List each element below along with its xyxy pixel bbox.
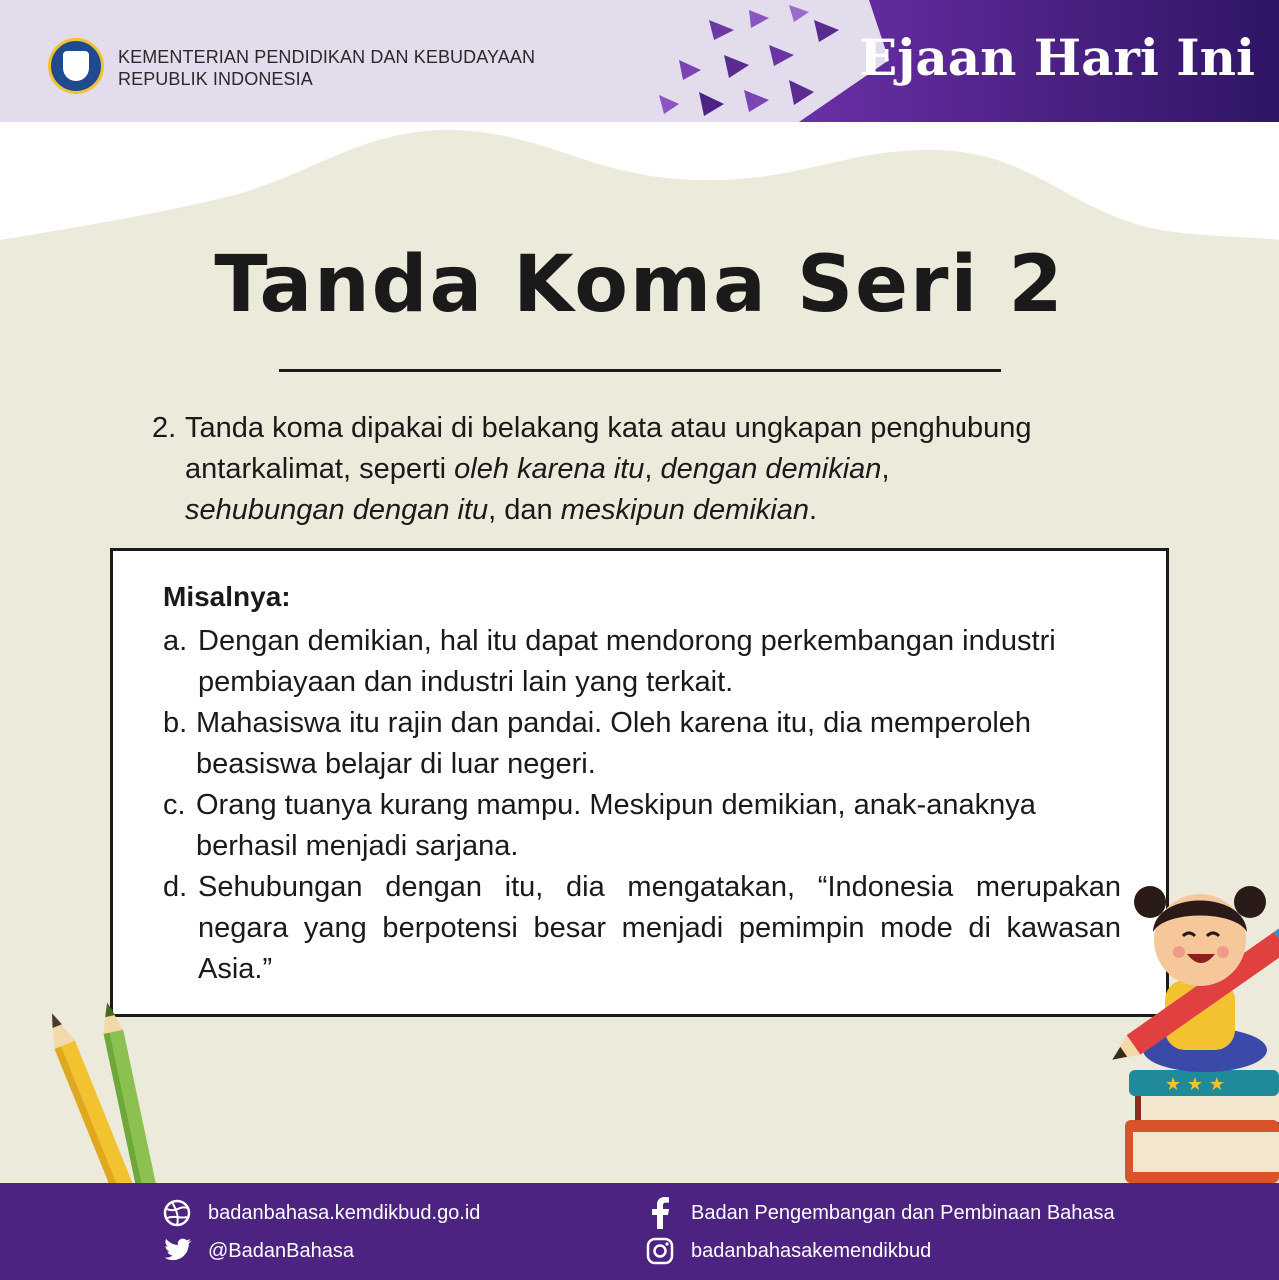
title-underline bbox=[279, 369, 1001, 372]
twitter-icon bbox=[162, 1236, 192, 1266]
rule-text-part: , bbox=[644, 453, 661, 485]
rule-text-part: . bbox=[808, 494, 818, 526]
rule-italic-term: meskipun demikian bbox=[560, 494, 809, 526]
example-letter: c. bbox=[163, 789, 186, 821]
ministry-line-2: REPUBLIK INDONESIA bbox=[118, 69, 313, 89]
rule-number: 2. bbox=[152, 412, 177, 444]
example-letter: d. bbox=[163, 871, 188, 903]
footer-facebook[interactable] bbox=[645, 1198, 1115, 1228]
ministry-line-1: KEMENTERIAN PENDIDIKAN DAN KEBUDAYAAN bbox=[118, 47, 536, 67]
footer-instagram[interactable] bbox=[645, 1236, 931, 1266]
twitter-handle: @BadanBahasa bbox=[208, 1239, 354, 1262]
rule-italic-term: sehubungan dengan itu bbox=[185, 494, 489, 526]
ministry-name bbox=[118, 46, 535, 90]
footer-twitter[interactable] bbox=[162, 1236, 354, 1266]
website-text: badanbahasa.kemdikbud.go.id bbox=[208, 1201, 481, 1224]
example-item bbox=[163, 785, 1121, 867]
rule-italic-term: oleh karena itu bbox=[454, 453, 645, 485]
example-text: Sehubungan dengan itu, dia mengatakan, “Indonesia merupakan negara yang berpotensi besar menjadi pemimpin mode di kawasan Asia.” bbox=[198, 871, 1121, 985]
examples-box bbox=[110, 548, 1169, 1017]
example-text: Orang tuanya kurang mampu. Meskipun demikian, anak-anaknya berhasil menjadi sarjana. bbox=[196, 789, 1036, 862]
rule-italic-term: dengan demikian bbox=[660, 453, 882, 485]
svg-text:★ ★ ★: ★ ★ ★ bbox=[1165, 1074, 1225, 1095]
example-item bbox=[163, 703, 1121, 785]
rule-text bbox=[152, 408, 1132, 531]
rule-text-part: Tanda koma dipakai di belakang kata atau ungkapan penghubung antarkalimat, seperti bbox=[185, 412, 1032, 485]
girl-reading-illustration bbox=[1095, 870, 1279, 1183]
example-item bbox=[163, 867, 1121, 990]
rule-text-part: , bbox=[881, 453, 890, 485]
instagram-handle: badanbahasakemendikbud bbox=[691, 1239, 932, 1262]
example-letter: a. bbox=[163, 625, 188, 657]
rule-text-part: , dan bbox=[488, 494, 561, 526]
instagram-icon bbox=[645, 1236, 675, 1266]
facebook-name: Badan Pengembangan dan Pembinaan Bahasa bbox=[691, 1201, 1115, 1224]
ministry-logo bbox=[48, 38, 104, 94]
example-text: Dengan demikian, hal itu dapat mendorong perkembangan industri pembiayaan dan industri lain yang terkait. bbox=[198, 625, 1056, 698]
pencils-illustration bbox=[20, 1000, 180, 1190]
footer-bar bbox=[0, 1183, 1279, 1280]
header-bar bbox=[0, 0, 1279, 122]
globe-icon bbox=[162, 1198, 192, 1228]
facebook-icon bbox=[645, 1198, 675, 1228]
example-letter: b. bbox=[163, 707, 188, 739]
examples-heading: Misalnya: bbox=[163, 581, 291, 612]
rule-paragraph bbox=[152, 408, 1132, 531]
example-item bbox=[163, 621, 1121, 703]
page-title: Tanda Koma Seri 2 bbox=[214, 240, 1065, 330]
brand-title: Ejaan Hari Ini bbox=[859, 28, 1255, 87]
example-text: Mahasiswa itu rajin dan pandai. Oleh karena itu, dia memperoleh beasiswa belajar di luar negeri. bbox=[196, 707, 1032, 780]
footer-website[interactable] bbox=[162, 1198, 480, 1228]
